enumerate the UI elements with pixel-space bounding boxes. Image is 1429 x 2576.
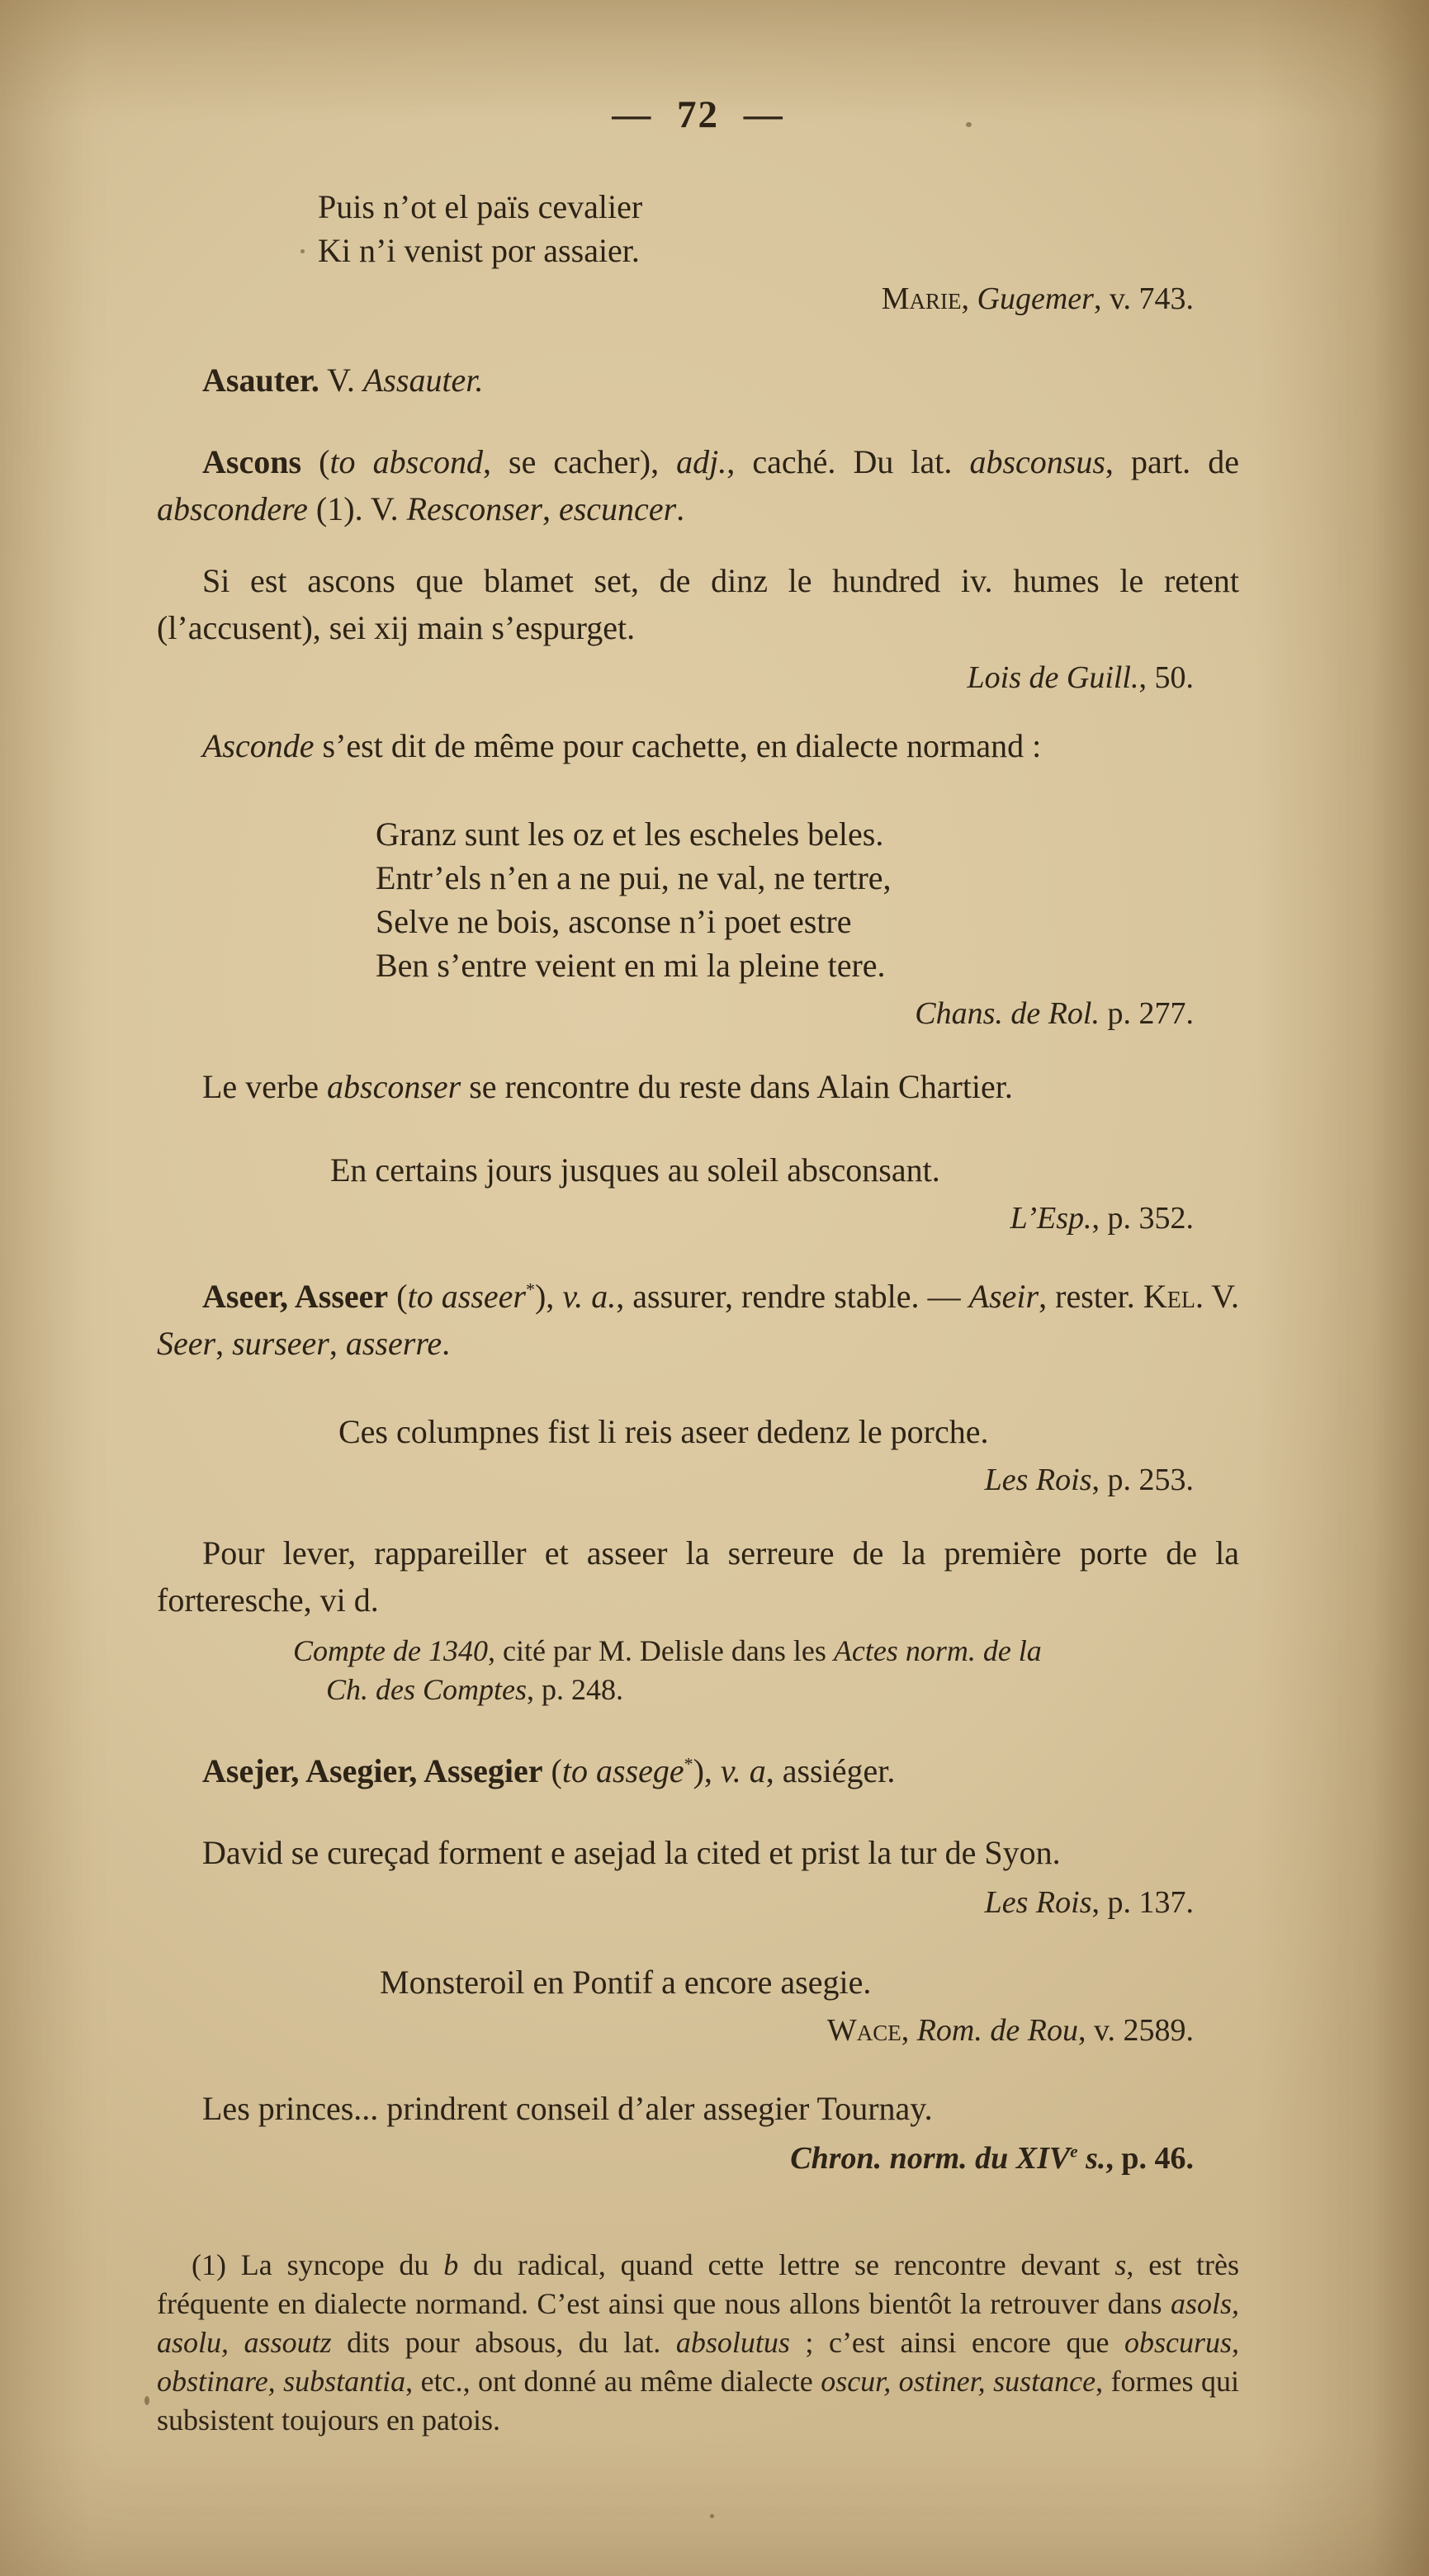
entry-text: , se cacher), bbox=[482, 443, 677, 480]
citation-les-rois-137 bbox=[157, 1883, 1239, 1922]
quotation-pour-lever bbox=[157, 1529, 1239, 1624]
quotation-text: David se cureçad forment e asejad la cited et prist la tur de Syon. bbox=[202, 1834, 1061, 1871]
citation-work: Ch. des Comptes bbox=[326, 1673, 527, 1706]
citation-marie bbox=[157, 279, 1239, 319]
quotation-text: En certains jours jusques au soleil absconsant. bbox=[330, 1151, 940, 1189]
quotation-text: Si est ascons que blamet set, de dinz le hundred iv. humes le retent (l’accusent), sei xij main s’espurget. bbox=[157, 562, 1239, 646]
entry-text: , caché. Du lat. bbox=[726, 443, 970, 480]
entry-text: ), bbox=[693, 1752, 721, 1789]
paragraph-text: Le verbe bbox=[202, 1068, 328, 1105]
entry-asauter bbox=[157, 357, 1239, 404]
cross-reference: Assauter. bbox=[362, 362, 484, 399]
cross-reference: Seer bbox=[157, 1325, 216, 1362]
quotation-siest bbox=[157, 557, 1239, 651]
citation-ref: , p. 352. bbox=[1091, 1201, 1194, 1236]
verse-line: Ben s’entre veient en mi la pleine tere. bbox=[376, 947, 886, 984]
discussed-word: absconser bbox=[327, 1068, 461, 1105]
footnote-text: , formes qui subsistent toujours en patois. bbox=[157, 2365, 1239, 2437]
footnote-italic: b bbox=[443, 2248, 459, 2281]
entry-text: ( bbox=[388, 1278, 408, 1315]
page-number: — 72 — bbox=[612, 93, 784, 136]
cross-reference: asserre bbox=[345, 1325, 442, 1362]
page-content bbox=[157, 0, 1239, 2440]
footnote-italic: s bbox=[1114, 2248, 1127, 2281]
entry-text: , rester. bbox=[1039, 1278, 1143, 1315]
verse-line: Ki n’i venist por assaier. bbox=[318, 232, 640, 269]
citation-work: Lois de Guill. bbox=[967, 660, 1139, 695]
paragraph-text: se rencontre du reste dans Alain Chartier. bbox=[461, 1068, 1013, 1105]
entry-text: ( bbox=[301, 443, 330, 480]
citation-ref: , p. 248. bbox=[527, 1673, 623, 1706]
citation-author: Wace bbox=[826, 2013, 901, 2048]
citation-ref: , 50. bbox=[1138, 660, 1194, 695]
entry-text: , part. de bbox=[1105, 443, 1240, 480]
quotation-text: Pour lever, rappareiller et asseer la serreure de la première porte de la forteresche, vi d. bbox=[157, 1534, 1239, 1619]
quotation-david bbox=[157, 1829, 1239, 1876]
entry-text: (1). V. bbox=[307, 490, 407, 527]
footnote-1 bbox=[157, 2246, 1239, 2440]
footnote-text: ; c’est ainsi encore que bbox=[789, 2326, 1124, 2359]
quotation-monsteroil bbox=[380, 1960, 1239, 2004]
entry-text: , bbox=[215, 1325, 233, 1362]
citation-work: Chron. norm. du XIV bbox=[790, 2141, 1071, 2176]
cross-reference: Resconser bbox=[406, 490, 542, 527]
cross-reference: escuncer bbox=[558, 490, 677, 527]
footnote-text: dits pour absous, du lat. bbox=[331, 2326, 676, 2359]
discussed-word: Asconde bbox=[202, 727, 315, 764]
citation-sep: , bbox=[901, 2013, 917, 2048]
citation-author: Marie bbox=[881, 281, 962, 316]
cross-reference: surseer bbox=[232, 1325, 329, 1362]
entry-headword: Aseer, Asseer bbox=[202, 1278, 389, 1315]
verse-line: Selve ne bois, asconse n’i poet estre bbox=[376, 903, 852, 940]
citation-esperance bbox=[157, 1198, 1239, 1238]
part-of-speech: v. a. bbox=[562, 1278, 617, 1315]
english-gloss: to abscond bbox=[329, 443, 483, 480]
latin-etymon: abscondere bbox=[157, 490, 308, 527]
citation-work: Les Rois bbox=[984, 1885, 1092, 1920]
entry-aseer bbox=[157, 1273, 1239, 1367]
entry-text: , bbox=[329, 1325, 346, 1362]
entry-text: ( bbox=[542, 1752, 562, 1789]
paper-speck bbox=[144, 2396, 149, 2405]
citation-ref: , p. 253. bbox=[1091, 1463, 1194, 1497]
footnote-italic: obscurus, obstinare, substantia bbox=[157, 2326, 1240, 2398]
citation-work: s. bbox=[1077, 2141, 1106, 2176]
paragraph-asconde bbox=[157, 722, 1239, 769]
citation-ref: , v. 743. bbox=[1093, 281, 1194, 316]
citation-ref: p. 277. bbox=[1100, 996, 1194, 1031]
asterisk-marker: * bbox=[525, 1279, 535, 1300]
entry-text: . bbox=[442, 1325, 451, 1362]
entry-headword: Asejer, Asegier, Assegier bbox=[202, 1752, 543, 1789]
entry-ascons bbox=[157, 438, 1239, 532]
english-gloss: to assege bbox=[561, 1752, 684, 1789]
quotation-text: Ces columpnes fist li reis aseer dedenz le porche. bbox=[338, 1413, 989, 1450]
citation-lois-de-guill bbox=[157, 658, 1239, 697]
english-gloss: to asseer bbox=[407, 1278, 526, 1315]
footnote-text: (1) La syncope du bbox=[192, 2248, 444, 2281]
superscript-e: e bbox=[1070, 2141, 1078, 2162]
citation-work: L’Esp. bbox=[1010, 1201, 1092, 1236]
verse-line: Puis n’ot el païs cevalier bbox=[318, 188, 643, 225]
part-of-speech: v. a bbox=[720, 1752, 766, 1789]
citation-ref: , v. 2589. bbox=[1077, 2013, 1194, 2048]
quotation-text: Monsteroil en Pontif a encore asegie. bbox=[380, 1964, 872, 2001]
footnote-text: , etc., ont donné au même dialecte bbox=[405, 2365, 821, 2398]
citation-work: Gugemer bbox=[977, 281, 1094, 316]
quotation-les-princes bbox=[157, 2085, 1239, 2132]
paper-speck bbox=[710, 2514, 714, 2518]
citation-chronique-normande bbox=[157, 2139, 1239, 2178]
entry-text: , bbox=[542, 490, 559, 527]
citation-chanson-de-roland bbox=[157, 994, 1239, 1033]
citation-work: Les Rois bbox=[984, 1463, 1092, 1497]
source-abbrev: Kel. bbox=[1143, 1278, 1204, 1315]
citation-ref: , p. 137. bbox=[1091, 1885, 1194, 1920]
citation-work: Compte de 1340 bbox=[293, 1634, 488, 1667]
verse-line: Granz sunt les oz et les escheles beles. bbox=[376, 815, 884, 853]
citation-text: , cité par M. Delisle dans les bbox=[487, 1634, 834, 1667]
verse-line: Entr’els n’en a ne pui, ne val, ne tertre, bbox=[376, 859, 892, 896]
citation-compte-1340 bbox=[157, 1632, 1239, 1709]
entry-text: ), bbox=[534, 1278, 563, 1315]
quotation-ces-columpnes bbox=[338, 1410, 1239, 1453]
entry-text: V. bbox=[1203, 1278, 1240, 1315]
verse-quote-roland bbox=[376, 812, 1239, 987]
footnote-italic: absolutus bbox=[675, 2326, 790, 2359]
entry-asejer bbox=[157, 1747, 1239, 1794]
entry-text: . bbox=[676, 490, 685, 527]
citation-sep: , bbox=[961, 281, 977, 316]
paper-speck bbox=[966, 122, 972, 127]
paper-speck bbox=[300, 249, 305, 253]
footnote-text: du radical, quand cette lettre se rencontre devant bbox=[458, 2248, 1115, 2281]
entry-text: , assiéger. bbox=[765, 1752, 896, 1789]
entry-text: V. bbox=[319, 362, 363, 399]
footnote-italic: asols, asolu, assoutz bbox=[157, 2287, 1239, 2359]
entry-headword: Ascons bbox=[202, 443, 302, 480]
citation-work: Rom. de Rou bbox=[916, 2013, 1078, 2048]
citation-wace bbox=[157, 2011, 1239, 2050]
quotation-text: Les princes... prindrent conseil d’aler assegier Tournay. bbox=[202, 2090, 933, 2127]
footnote-italic: oscur, ostiner, sustance bbox=[821, 2365, 1096, 2398]
entry-text: , assurer, rendre stable. — bbox=[616, 1278, 969, 1315]
verse-quote-gugemer bbox=[318, 185, 1239, 272]
part-of-speech: adj. bbox=[676, 443, 727, 480]
variant-word: Aseir bbox=[968, 1278, 1039, 1315]
asterisk-marker: * bbox=[684, 1753, 693, 1775]
quotation-en-certains bbox=[330, 1148, 1239, 1192]
paragraph-text: s’est dit de même pour cachette, en dialecte normand : bbox=[314, 727, 1042, 764]
citation-work: Chans. de Rol. bbox=[915, 996, 1100, 1031]
citation-line bbox=[326, 1671, 1239, 1709]
footnote-text: , est très fréquente en dialecte normand. C’est ainsi que nous allons bientôt la retrouver dans bbox=[157, 2248, 1239, 2320]
paragraph-le-verbe bbox=[157, 1063, 1239, 1110]
entry-headword: Asauter. bbox=[202, 362, 319, 399]
citation-line bbox=[293, 1632, 1239, 1671]
citation-les-rois-253 bbox=[157, 1460, 1239, 1500]
citation-work: Actes norm. de la bbox=[833, 1634, 1042, 1667]
latin-etymon: absconsus bbox=[969, 443, 1105, 480]
citation-ref: , p. 46. bbox=[1105, 2141, 1194, 2176]
